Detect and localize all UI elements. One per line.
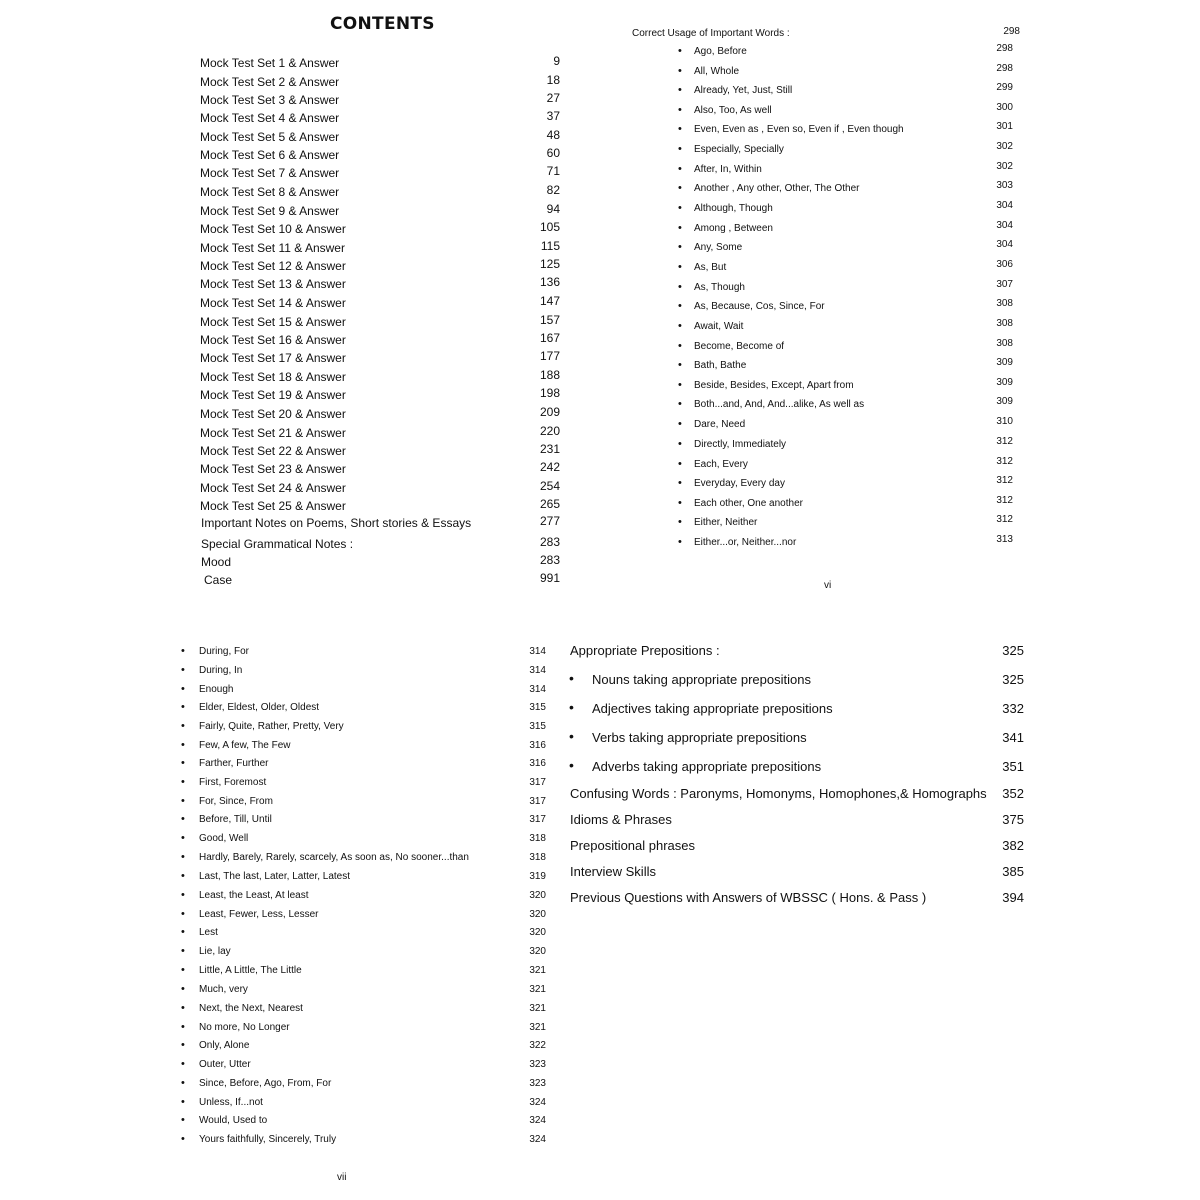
toc-entry-page: 209 <box>539 405 560 419</box>
toc-entry-label: All, Whole <box>694 66 740 77</box>
toc-entry-page: 308 <box>996 318 1013 329</box>
toc-entry-label: Another , Any other, Other, The Other <box>694 183 860 194</box>
toc-entry-page: 320 <box>529 890 546 901</box>
toc-entry-label: Enough <box>199 684 234 695</box>
toc-entry-label: Mock Test Set 6 & Answer <box>200 148 340 162</box>
toc-entry-label: Before, Till, Until <box>199 814 272 825</box>
toc-entry-label: Become, Become of <box>694 341 785 352</box>
toc-entry-label: Mock Test Set 1 & Answer <box>200 56 340 70</box>
toc-entry-page: 309 <box>996 377 1013 388</box>
toc-entry-label: During, In <box>199 665 243 676</box>
heading-page: 325 <box>1002 643 1024 658</box>
toc-entry-page: 177 <box>539 349 560 363</box>
toc-entry-page: 385 <box>1002 864 1024 879</box>
toc-entry-page: 352 <box>1002 786 1024 801</box>
toc-entry-page: 299 <box>996 82 1013 93</box>
bullet-icon: • <box>181 720 185 732</box>
toc-entry-page: 301 <box>996 121 1013 132</box>
toc-entry-label: Next, the Next, Nearest <box>199 1003 303 1014</box>
heading-label: Correct Usage of Important Words : <box>632 28 790 39</box>
toc-entry-page: 308 <box>996 338 1013 349</box>
bullet-icon: • <box>181 1133 185 1145</box>
toc-entry-label: Few, A few, The Few <box>199 740 291 751</box>
bullet-icon: • <box>678 182 682 194</box>
bullet-icon: • <box>678 418 682 430</box>
bullet-icon: • <box>181 795 185 807</box>
toc-entry-label: Beside, Besides, Except, Apart from <box>694 380 854 391</box>
toc-entry-label: Prepositional phrases <box>570 838 696 853</box>
toc-entry-label: Mock Test Set 14 & Answer <box>200 296 346 310</box>
bullet-icon: • <box>678 320 682 332</box>
toc-entry-page: 322 <box>529 1040 546 1051</box>
bullet-icon: • <box>569 670 574 686</box>
toc-entry-label: Interview Skills <box>570 864 656 879</box>
toc-entry-page: 307 <box>996 279 1013 290</box>
bullet-icon: • <box>569 757 574 773</box>
toc-entry-label: Although, Though <box>694 203 773 214</box>
toc-entry-label: Much, very <box>199 984 248 995</box>
toc-entry-label: Either, Neither <box>694 517 758 528</box>
bullet-icon: • <box>678 458 682 470</box>
toc-entry-label: Least, Fewer, Less, Lesser <box>199 909 319 920</box>
toc-entry-page: 312 <box>996 495 1013 506</box>
toc-entry-label: Among , Between <box>694 223 773 234</box>
toc-entry-label: Mock Test Set 19 & Answer <box>200 388 346 402</box>
toc-entry-page: 27 <box>546 91 560 105</box>
toc-entry-page: 315 <box>529 702 546 713</box>
bullet-icon: • <box>678 438 682 450</box>
bullet-icon: • <box>678 340 682 352</box>
bullet-icon: • <box>569 699 574 715</box>
toc-entry-label: Good, Well <box>199 833 249 844</box>
toc-entry-label: Adverbs taking appropriate prepositions <box>592 759 822 774</box>
toc-entry-page: 105 <box>539 220 560 234</box>
toc-entry-label: Either...or, Neither...nor <box>694 537 797 548</box>
bullet-icon: • <box>181 1021 185 1033</box>
bullet-icon: • <box>181 1039 185 1051</box>
toc-entry-page: 94 <box>546 202 560 216</box>
toc-entry-page: 317 <box>529 814 546 825</box>
toc-entry-page: 298 <box>996 43 1013 54</box>
toc-entry-label: Important Notes on Poems, Short stories & Essays <box>201 516 472 530</box>
bullet-icon: • <box>678 379 682 391</box>
toc-entry-page: 308 <box>996 298 1013 309</box>
toc-entry-label: Little, A Little, The Little <box>199 965 302 976</box>
toc-entry-label: Mock Test Set 25 & Answer <box>200 499 346 513</box>
toc-entry-page: 375 <box>1002 812 1024 827</box>
toc-entry-label: Previous Questions with Answers of WBSSC ( Hons. & Pass ) <box>570 890 927 905</box>
toc-entry-page: 303 <box>996 180 1013 191</box>
toc-entry-label: Would, Used to <box>199 1115 268 1126</box>
bullet-icon: • <box>569 728 574 744</box>
toc-entry-label: Confusing Words : Paronyms, Homonyms, Homophones,& Homographs <box>570 786 987 801</box>
toc-entry-page: 312 <box>996 475 1013 486</box>
bullet-icon: • <box>678 281 682 293</box>
toc-entry-label: Elder, Eldest, Older, Oldest <box>199 702 320 713</box>
toc-entry-label: After, In, Within <box>694 164 762 175</box>
bullet-icon: • <box>181 964 185 976</box>
toc-entry-page: 324 <box>529 1134 546 1145</box>
toc-entry-label: Adjectives taking appropriate prepositions <box>592 701 833 716</box>
bullet-icon: • <box>678 123 682 135</box>
toc-entry-label: Mock Test Set 2 & Answer <box>200 75 340 89</box>
toc-entry-page: 125 <box>539 257 560 271</box>
toc-entry-page: 332 <box>1002 701 1024 716</box>
bullet-icon: • <box>181 870 185 882</box>
bullet-icon: • <box>181 832 185 844</box>
toc-entry-page: 321 <box>529 984 546 995</box>
toc-entry-page: 309 <box>996 357 1013 368</box>
toc-entry-label: No more, No Longer <box>199 1022 290 1033</box>
bullet-icon: • <box>181 1114 185 1126</box>
toc-entry-page: 314 <box>529 646 546 657</box>
toc-entry-label: As, Though <box>694 282 745 293</box>
toc-entry-page: 312 <box>996 436 1013 447</box>
bullet-icon: • <box>181 776 185 788</box>
page-folio-vi: vi <box>824 580 832 591</box>
bullet-icon: • <box>181 813 185 825</box>
heading-page: 298 <box>1003 26 1020 37</box>
toc-entry-page: 316 <box>529 740 546 751</box>
toc-entry-label: Fairly, Quite, Rather, Pretty, Very <box>199 721 344 732</box>
toc-entry-page: 147 <box>539 294 560 308</box>
toc-entry-page: 71 <box>546 164 560 178</box>
toc-entry-label: Mock Test Set 9 & Answer <box>200 204 340 218</box>
toc-entry-page: 319 <box>529 871 546 882</box>
toc-entry-label: Mock Test Set 21 & Answer <box>200 426 346 440</box>
toc-entry-page: 351 <box>1002 759 1024 774</box>
bullet-icon: • <box>678 104 682 116</box>
toc-entry-page: 242 <box>539 460 560 474</box>
toc-entry-label: Await, Wait <box>694 321 744 332</box>
toc-entry-label: Case <box>204 573 233 587</box>
toc-entry-page: 304 <box>996 220 1013 231</box>
toc-entry-page: 314 <box>529 684 546 695</box>
toc-entry-page: 302 <box>996 161 1013 172</box>
toc-entry-label: Last, The last, Later, Latter, Latest <box>199 871 351 882</box>
toc-entry-label: Lest <box>199 927 218 938</box>
toc-entry-label: Unless, If...not <box>199 1097 263 1108</box>
toc-entry-label: Special Grammatical Notes : <box>201 537 354 551</box>
toc-entry-page: 318 <box>529 852 546 863</box>
bullet-icon: • <box>181 926 185 938</box>
toc-entry-page: 320 <box>529 946 546 957</box>
bullet-icon: • <box>181 945 185 957</box>
toc-entry-page: 325 <box>1002 672 1024 687</box>
toc-entry-label: Verbs taking appropriate prepositions <box>592 730 807 745</box>
toc-entry-page: 157 <box>539 313 560 327</box>
toc-entry-label: Mock Test Set 3 & Answer <box>200 93 340 107</box>
toc-entry-label: Bath, Bathe <box>694 360 747 371</box>
toc-entry-label: Everyday, Every day <box>694 478 785 489</box>
toc-entry-label: Mock Test Set 22 & Answer <box>200 444 346 458</box>
bullet-icon: • <box>678 84 682 96</box>
bullet-icon: • <box>678 143 682 155</box>
toc-entry-label: Mock Test Set 12 & Answer <box>200 259 346 273</box>
toc-entry-label: Mock Test Set 11 & Answer <box>200 241 345 255</box>
bullet-icon: • <box>678 497 682 509</box>
toc-entry-label: During, For <box>199 646 250 657</box>
toc-entry-page: 283 <box>539 553 560 567</box>
toc-entry-label: Mock Test Set 16 & Answer <box>200 333 346 347</box>
toc-entry-label: Yours faithfully, Sincerely, Truly <box>199 1134 337 1145</box>
toc-entry-page: 324 <box>529 1115 546 1126</box>
bullet-icon: • <box>181 1002 185 1014</box>
toc-entry-label: First, Foremost <box>199 777 267 788</box>
toc-entry-label: Ago, Before <box>694 46 747 57</box>
toc-entry-page: 115 <box>540 239 560 253</box>
toc-entry-label: Mock Test Set 5 & Answer <box>200 130 340 144</box>
toc-entry-label: As, But <box>694 262 727 273</box>
toc-entry-label: Mock Test Set 17 & Answer <box>200 351 346 365</box>
bullet-icon: • <box>181 1077 185 1089</box>
bullet-icon: • <box>181 908 185 920</box>
toc-entry-label: Especially, Specially <box>694 144 784 155</box>
toc-entry-label: Mock Test Set 15 & Answer <box>200 315 346 329</box>
toc-entry-page: 277 <box>539 514 560 528</box>
bullet-icon: • <box>181 1096 185 1108</box>
toc-entry-page: 254 <box>539 479 560 493</box>
toc-entry-page: 323 <box>529 1078 546 1089</box>
toc-entry-label: Mood <box>201 555 232 569</box>
toc-entry-page: 167 <box>539 331 560 345</box>
toc-entry-label: Since, Before, Ago, From, For <box>199 1078 332 1089</box>
toc-entry-page: 991 <box>539 571 560 585</box>
toc-entry-page: 188 <box>539 368 560 382</box>
toc-entry-page: 60 <box>546 146 560 160</box>
toc-entry-label: Mock Test Set 4 & Answer <box>200 111 340 125</box>
bullet-icon: • <box>678 65 682 77</box>
toc-entry-page: 302 <box>996 141 1013 152</box>
toc-entry-label: Lie, lay <box>199 946 231 957</box>
bullet-icon: • <box>181 645 185 657</box>
heading-label: Appropriate Prepositions : <box>570 643 720 658</box>
toc-entry-page: 317 <box>529 777 546 788</box>
bullet-icon: • <box>678 359 682 371</box>
bullet-icon: • <box>181 739 185 751</box>
page-folio-vii: vii <box>337 1172 347 1183</box>
contents-title: CONTENTS <box>330 14 435 34</box>
bullet-icon: • <box>678 398 682 410</box>
toc-entry-page: 324 <box>529 1097 546 1108</box>
toc-entry-page: 316 <box>529 758 546 769</box>
bullet-icon: • <box>181 757 185 769</box>
toc-entry-label: Idioms & Phrases <box>570 812 672 827</box>
toc-entry-page: 231 <box>539 442 560 456</box>
toc-entry-label: Any, Some <box>694 242 743 253</box>
bullet-icon: • <box>678 536 682 548</box>
toc-entry-page: 321 <box>529 1022 546 1033</box>
toc-entry-page: 304 <box>996 239 1013 250</box>
toc-entry-page: 394 <box>1002 890 1024 905</box>
toc-entry-page: 265 <box>539 497 560 511</box>
bullet-icon: • <box>678 300 682 312</box>
bullet-icon: • <box>678 222 682 234</box>
toc-entry-label: Already, Yet, Just, Still <box>694 85 793 96</box>
toc-entry-page: 306 <box>996 259 1013 270</box>
bullet-icon: • <box>181 683 185 695</box>
bullet-icon: • <box>678 477 682 489</box>
toc-entry-page: 320 <box>529 927 546 938</box>
toc-entry-page: 310 <box>996 416 1013 427</box>
bullet-icon: • <box>181 889 185 901</box>
toc-entry-label: Outer, Utter <box>199 1059 251 1070</box>
toc-entry-page: 198 <box>539 386 560 400</box>
toc-entry-label: Least, the Least, At least <box>199 890 309 901</box>
toc-entry-page: 312 <box>996 456 1013 467</box>
toc-entry-label: Farther, Further <box>199 758 269 769</box>
toc-entry-label: Each other, One another <box>694 498 803 509</box>
toc-entry-page: 220 <box>539 424 560 438</box>
toc-entry-page: 315 <box>529 721 546 732</box>
toc-entry-label: Mock Test Set 10 & Answer <box>200 222 346 236</box>
toc-entry-label: Mock Test Set 8 & Answer <box>200 185 340 199</box>
bullet-icon: • <box>678 261 682 273</box>
bullet-icon: • <box>678 241 682 253</box>
toc-entry-page: 382 <box>1002 838 1024 853</box>
bullet-icon: • <box>678 45 682 57</box>
toc-entry-label: Even, Even as , Even so, Even if , Even though <box>694 124 904 135</box>
toc-entry-label: Only, Alone <box>199 1040 250 1051</box>
toc-entry-label: Mock Test Set 23 & Answer <box>200 462 346 476</box>
toc-entry-page: 313 <box>996 534 1013 545</box>
toc-entry-label: Mock Test Set 20 & Answer <box>200 407 346 421</box>
toc-entry-page: 314 <box>529 665 546 676</box>
bullet-icon: • <box>678 163 682 175</box>
toc-entry-page: 309 <box>996 396 1013 407</box>
toc-entry-label: Dare, Need <box>694 419 746 430</box>
toc-entry-label: Nouns taking appropriate prepositions <box>592 672 811 687</box>
bullet-icon: • <box>181 1058 185 1070</box>
toc-entry-page: 321 <box>529 1003 546 1014</box>
toc-entry-label: As, Because, Cos, Since, For <box>694 301 825 312</box>
toc-entry-page: 312 <box>996 514 1013 525</box>
toc-entry-page: 300 <box>996 102 1013 113</box>
toc-entry-page: 321 <box>529 965 546 976</box>
toc-entry-page: 320 <box>529 909 546 920</box>
bullet-icon: • <box>678 516 682 528</box>
toc-entry-label: Mock Test Set 24 & Answer <box>200 481 346 495</box>
toc-entry-label: Mock Test Set 7 & Answer <box>200 166 340 180</box>
toc-entry-page: 136 <box>539 275 560 289</box>
bullet-icon: • <box>678 202 682 214</box>
toc-entry-label: Hardly, Barely, Rarely, scarcely, As soon as, No sooner...than <box>199 852 469 863</box>
toc-entry-page: 298 <box>996 63 1013 74</box>
toc-entry-page: 48 <box>546 128 560 142</box>
toc-entry-page: 318 <box>529 833 546 844</box>
toc-entry-page: 18 <box>546 73 560 87</box>
toc-entry-page: 37 <box>546 109 560 123</box>
toc-entry-page: 341 <box>1002 730 1024 745</box>
toc-entry-label: Also, Too, As well <box>694 105 772 116</box>
bullet-icon: • <box>181 701 185 713</box>
toc-entry-page: 317 <box>529 796 546 807</box>
toc-entry-page: 9 <box>553 54 560 68</box>
toc-entry-page: 304 <box>996 200 1013 211</box>
toc-entry-label: For, Since, From <box>199 796 273 807</box>
bullet-icon: • <box>181 851 185 863</box>
toc-entry-page: 82 <box>546 183 560 197</box>
toc-entry-page: 323 <box>529 1059 546 1070</box>
toc-entry-page: 283 <box>539 535 560 549</box>
toc-entry-label: Each, Every <box>694 459 748 470</box>
toc-entry-label: Mock Test Set 18 & Answer <box>200 370 346 384</box>
toc-entry-label: Mock Test Set 13 & Answer <box>200 277 346 291</box>
toc-entry-label: Directly, Immediately <box>694 439 787 450</box>
bullet-icon: • <box>181 983 185 995</box>
bullet-icon: • <box>181 664 185 676</box>
toc-entry-label: Both...and, And, And...alike, As well as <box>694 399 865 410</box>
